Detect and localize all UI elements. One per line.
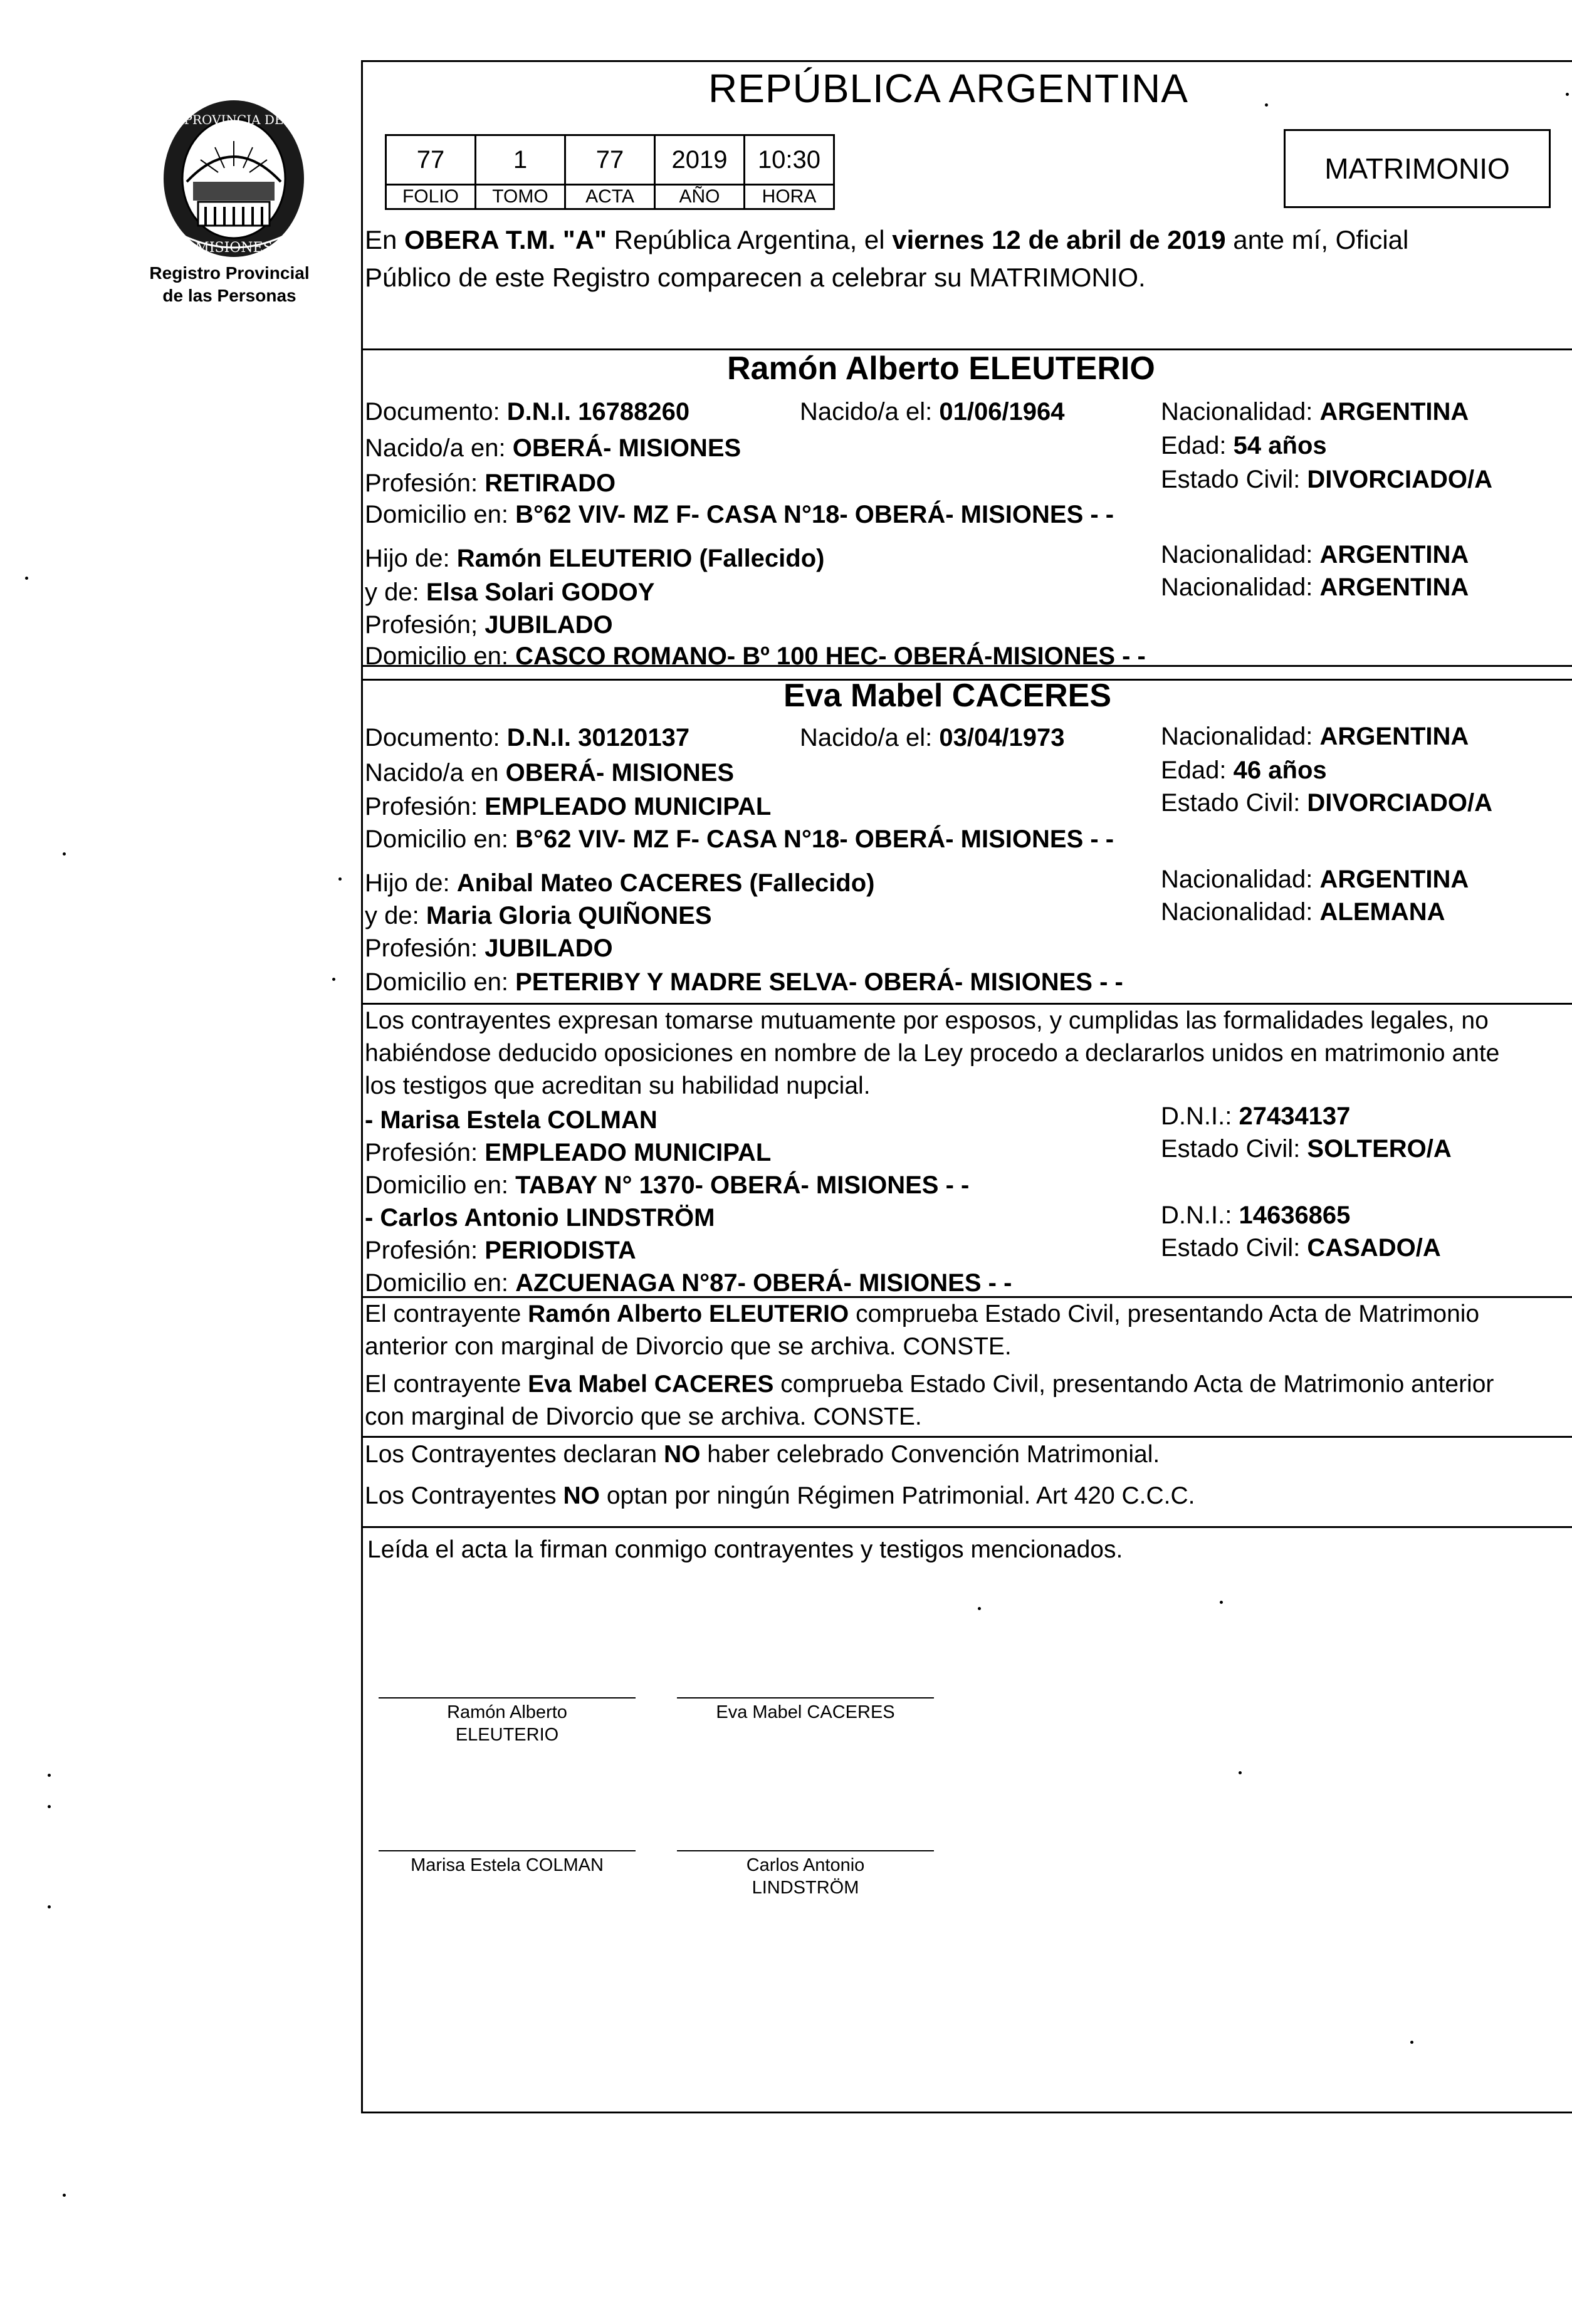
- note-bride-line-2: con marginal de Divorcio que se archiva. CONSTE.: [365, 1403, 922, 1430]
- tomo-value: 1: [476, 135, 565, 185]
- groom-age: Edad: 54 años: [1161, 432, 1327, 459]
- note-groom-line-2: anterior con marginal de Divorcio que se archiva. CONSTE.: [365, 1333, 1012, 1360]
- folio-label: FOLIO: [386, 185, 476, 209]
- bride-mother: y de: Maria Gloria QUIÑONES: [365, 902, 712, 929]
- note-bride-line-1: El contrayente Eva Mabel CACERES comprueba Estado Civil, presentando Acta de Matrimonio anterior: [365, 1371, 1494, 1398]
- declaration-line-2: habiéndose deducido oposiciones en nombre de la Ley procedo a declararlos unidos en matrimonio ante: [365, 1040, 1500, 1067]
- groom-father-nationality: Nacionalidad: ARGENTINA: [1161, 541, 1469, 568]
- bride-birthdate: Nacido/a el: 03/04/1973: [800, 724, 1065, 751]
- divider: [361, 1526, 1572, 1528]
- groom-document: Documento: D.N.I. 16788260: [365, 398, 690, 426]
- groom-civil-status: Estado Civil: DIVORCIADO/A: [1161, 466, 1492, 493]
- bride-age: Edad: 46 años: [1161, 756, 1327, 784]
- bride-name-heading: Eva Mabel CACERES: [783, 678, 1112, 714]
- acta-value: 77: [565, 135, 655, 185]
- bride-nationality: Nacionalidad: ARGENTINA: [1161, 723, 1469, 750]
- anio-label: AÑO: [655, 185, 745, 209]
- bride-address: Domicilio en: B°62 VIV- MZ F- CASA N°18- OBERÁ- MISIONES - -: [365, 825, 1114, 853]
- witness-1-civil-status: Estado Civil: SOLTERO/A: [1161, 1135, 1452, 1163]
- signature-bride: Eva Mabel CACERES: [716, 1702, 895, 1722]
- witness-1-name: - Marisa Estela COLMAN: [365, 1106, 658, 1134]
- registration-table: [385, 134, 835, 210]
- registry-name: Registro Provincial de las Personas: [149, 263, 310, 305]
- signature-groom: Ramón Alberto ELEUTERIO: [447, 1702, 567, 1745]
- groom-name-heading: Ramón Alberto ELEUTERIO: [727, 350, 1155, 387]
- hora-label: HORA: [745, 185, 834, 209]
- bride-document: Documento: D.N.I. 30120137: [365, 724, 690, 751]
- bride-father-nationality: Nacionalidad: ARGENTINA: [1161, 866, 1469, 893]
- hora-value: 10:30: [745, 135, 834, 185]
- bride-civil-status: Estado Civil: DIVORCIADO/A: [1161, 789, 1492, 817]
- divider: [361, 1436, 1572, 1438]
- tomo-label: TOMO: [476, 185, 565, 209]
- provincial-seal-logo: [149, 94, 318, 263]
- note-groom-line-1: El contrayente Ramón Alberto ELEUTERIO comprueba Estado Civil, presentando Acta de Matrimonio: [365, 1301, 1480, 1327]
- groom-profession: Profesión: RETIRADO: [365, 469, 616, 497]
- groom-nationality: Nacionalidad: ARGENTINA: [1161, 398, 1469, 426]
- witness-2-civil-status: Estado Civil: CASADO/A: [1161, 1234, 1441, 1262]
- signature-line: [677, 1850, 934, 1851]
- intro-line-1: En OBERA T.M. "A" República Argentina, el viernes 12 de abril de 2019 ante mí, Oficial: [365, 225, 1409, 254]
- closing-statement: Leída el acta la firman conmigo contrayentes y testigos mencionados.: [367, 1536, 1123, 1563]
- bride-birthplace: Nacido/a en OBERÁ- MISIONES: [365, 759, 735, 787]
- svg-text:PROVINCIA DE: PROVINCIA DE: [184, 112, 284, 127]
- witness-1-dni: D.N.I.: 27434137: [1161, 1102, 1351, 1130]
- witness-2-name: - Carlos Antonio LINDSTRÖM: [365, 1204, 715, 1232]
- witness-2-profession: Profesión: PERIODISTA: [365, 1237, 636, 1264]
- witness-1-address: Domicilio en: TABAY N° 1370- OBERÁ- MISIONES - -: [365, 1171, 970, 1199]
- groom-parents-profession: Profesión; JUBILADO: [365, 611, 613, 639]
- document-title: REPÚBLICA ARGENTINA: [708, 66, 1188, 111]
- convention-note: Los Contrayentes declaran NO haber celebrado Convención Matrimonial.: [365, 1441, 1160, 1468]
- anio-value: 2019: [655, 135, 745, 185]
- svg-text:MISIONES: MISIONES: [195, 240, 273, 256]
- groom-mother: y de: Elsa Solari GODOY: [365, 578, 655, 606]
- regime-note: Los Contrayentes NO optan por ningún Régimen Patrimonial. Art 420 C.C.C.: [365, 1482, 1195, 1509]
- declaration-line-1: Los contrayentes expresan tomarse mutuamente por esposos, y cumplidas las formalidades legales, no: [365, 1007, 1489, 1034]
- bride-parents-profession: Profesión: JUBILADO: [365, 934, 613, 962]
- bride-parents-address: Domicilio en: PETERIBY Y MADRE SELVA- OBERÁ- MISIONES - -: [365, 968, 1123, 996]
- witness-2-address: Domicilio en: AZCUENAGA N°87- OBERÁ- MISIONES - -: [365, 1269, 1012, 1297]
- signature-witness-2: Carlos Antonio LINDSTRÖM: [746, 1855, 865, 1898]
- document-type-box: MATRIMONIO: [1284, 129, 1551, 208]
- declaration-line-3: los testigos que acreditan su habilidad nupcial.: [365, 1072, 871, 1099]
- witness-1-profession: Profesión: EMPLEADO MUNICIPAL: [365, 1139, 772, 1166]
- bride-profession: Profesión: EMPLEADO MUNICIPAL: [365, 793, 772, 820]
- intro-line-2: Público de este Registro comparecen a celebrar su MATRIMONIO.: [365, 263, 1146, 292]
- witness-2-dni: D.N.I.: 14636865: [1161, 1201, 1351, 1229]
- groom-mother-nationality: Nacionalidad: ARGENTINA: [1161, 573, 1469, 601]
- folio-value: 77: [386, 135, 476, 185]
- groom-father: Hijo de: Ramón ELEUTERIO (Fallecido): [365, 545, 825, 572]
- groom-parents-address: Domicilio en: CASCO ROMANO- Bº 100 HEC- OBERÁ-MISIONES - -: [365, 642, 1146, 670]
- signature-witness-1: Marisa Estela COLMAN: [411, 1855, 604, 1875]
- acta-label: ACTA: [565, 185, 655, 209]
- bride-father: Hijo de: Anibal Mateo CACERES (Fallecido): [365, 869, 875, 897]
- groom-birthdate: Nacido/a el: 01/06/1964: [800, 398, 1065, 426]
- groom-birthplace: Nacido/a en: OBERÁ- MISIONES: [365, 434, 741, 462]
- signature-line: [677, 1697, 934, 1699]
- bride-mother-nationality: Nacionalidad: ALEMANA: [1161, 898, 1445, 926]
- divider: [361, 1003, 1572, 1005]
- groom-address: Domicilio en: B°62 VIV- MZ F- CASA N°18- OBERÁ- MISIONES - -: [365, 501, 1114, 528]
- signature-line: [379, 1697, 636, 1699]
- signature-line: [379, 1850, 636, 1851]
